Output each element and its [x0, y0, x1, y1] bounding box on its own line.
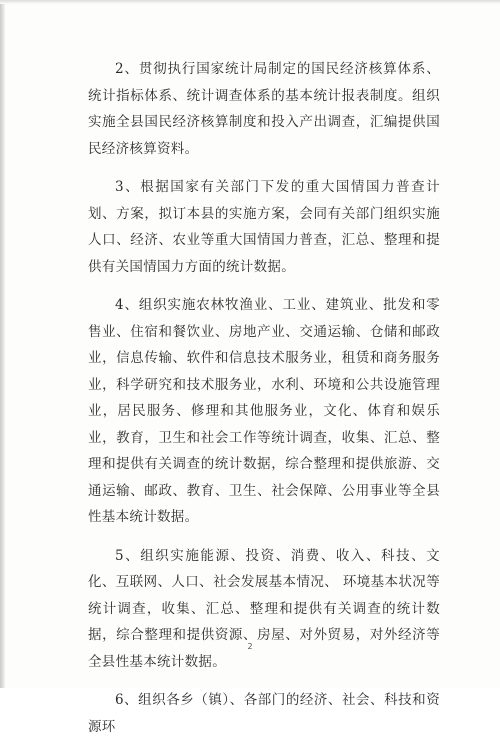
page-number: 2 — [247, 642, 253, 651]
paragraph-item-5: 5、组织实施能源、投资、消费、收入、科技、文化、互联网、人口、社会发展基本情况、 环境基本状况等统计调查，收集、汇总、整理和提供有关调查的统计数据，综合整理和提供资源、房屋、对外贸易，对外经济等全县性基本统计数据。 — [88, 547, 440, 670]
paragraph-item-6: 6、组织各乡（镇）、各部门的经济、社会、科技和资源环 — [88, 692, 440, 735]
paragraph-item-2: 2、贯彻执行国家统计局制定的国民经济核算体系、统计指标体系、统计调查体系的基本统计报表制度。组织实施全县国民经济核算制度和投入产出调查，汇编提供国民经济核算资料。 — [88, 61, 440, 157]
page-top-edge-shadow — [0, 0, 500, 4]
document-body — [88, 56, 440, 740]
paragraph-item-4: 4、组织实施农林牧渔业、工业、建筑业、批发和零售业、住宿和餐饮业、房地产业、交通运输、仓储和邮政业，信息传输、软件和信息技术服务业，租赁和商务服务业，科学研究和技术服务业，水利、环境和公共设施管理业，居民服务、修理和其他服务业，文化、体育和娱乐业，教育，卫生和社会工作等统计调查，收集、汇总、整理和提供有关调查的统计数据，综合整理和提供旅游、交通运输、邮政、教育、卫生、社会保障、公用事业等全县性基本统计数据。 — [88, 297, 440, 525]
page-left-edge-shadow — [0, 0, 5, 688]
paragraph-item-3: 3、根据国家有关部门下发的重大国情国力普查计划、方案，拟订本县的实施方案，会同有关部门组织实施人口、经济、农业等重大国情国力普查，汇总、整理和提供有关国情国力方面的统计数据。 — [88, 179, 440, 275]
